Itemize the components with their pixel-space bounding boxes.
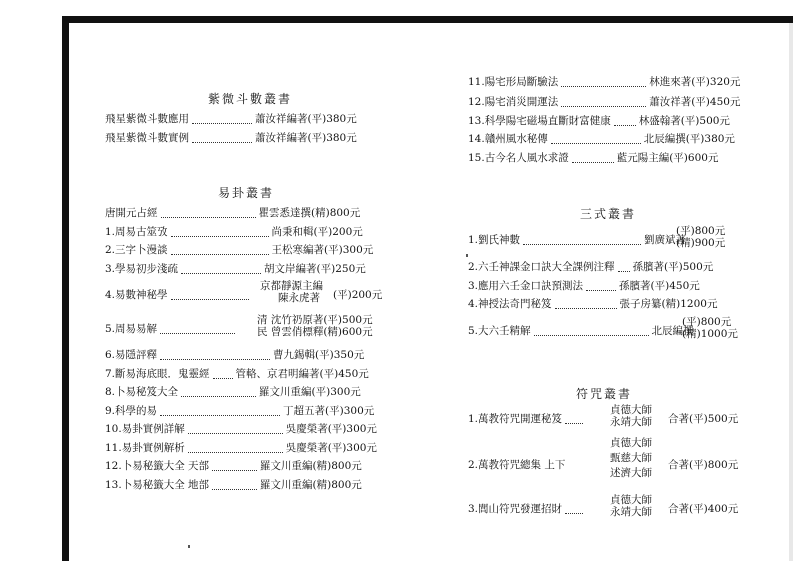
leader-dots — [561, 78, 646, 87]
author-stack — [257, 314, 373, 338]
list-item — [105, 403, 374, 418]
page-left-border — [62, 16, 69, 561]
book-price: 合著(平)500元 — [668, 413, 739, 425]
list-item — [105, 321, 238, 336]
list-item — [468, 411, 586, 426]
leader-dots — [614, 117, 636, 126]
book-title: 10.易卦實例詳解 — [105, 423, 185, 435]
leader-dots — [586, 282, 616, 291]
book-price: 合著(平)800元 — [668, 459, 739, 471]
list-item — [468, 131, 735, 146]
leader-dots — [555, 300, 617, 309]
list-item — [468, 74, 740, 89]
book-author-price: 丁超五著(平)300元 — [283, 405, 375, 417]
book-author-price: 羅文川重編(精)800元 — [260, 460, 362, 472]
list-item — [105, 440, 377, 455]
book-title: 1.萬教符咒開運秘笈 — [468, 413, 563, 425]
book-title: 14.贛州風水秘傳 — [468, 133, 548, 145]
leader-dots — [534, 327, 649, 336]
heading-ziwei: 紫微斗數叢書 — [208, 92, 293, 106]
book-title: 1.周易古筮攷 — [105, 226, 168, 238]
book-author-price: 林進來著(平)320元 — [649, 76, 741, 88]
book-title: 1.劉氏神數 — [468, 234, 521, 246]
author-line: 貞德大師 — [610, 404, 652, 416]
book-title: 唐開元占經 — [105, 207, 158, 219]
page-top-border — [62, 16, 793, 23]
book-author-price: 瞿雲悉達撰(精)800元 — [258, 207, 361, 219]
book-author-price: 蕭汝祥編著(平)380元 — [255, 113, 357, 125]
book-title: 8.卜易秘笈大全 — [105, 386, 179, 398]
list-item — [105, 421, 377, 436]
list-item — [468, 501, 586, 516]
leader-dots — [171, 246, 269, 255]
list-item — [468, 232, 686, 247]
list-item — [468, 278, 700, 293]
book-title: 12.陽宅消災開運法 — [468, 96, 559, 108]
author-stack — [610, 494, 652, 518]
book-author-price: 蕭汝祥著(平)450元 — [649, 96, 741, 108]
list-item — [105, 287, 252, 302]
list-item — [468, 259, 713, 274]
book-price: (平)450元 — [319, 368, 369, 380]
list-item — [468, 150, 718, 165]
scan-mark — [188, 545, 190, 548]
leader-dots — [171, 228, 269, 237]
book-title: 11.陽宅形局斷驗法 — [468, 76, 559, 88]
list-item — [105, 366, 369, 381]
book-title: 5.大六壬精解 — [468, 325, 531, 337]
list-item — [105, 261, 366, 276]
book-title: 13.卜易秘籤大全 地部 — [105, 479, 210, 491]
book-author: 北辰編撰 — [651, 325, 694, 337]
author-line: 京都靜源主編 — [260, 280, 323, 292]
price-line: (平)800元 — [682, 316, 732, 328]
list-item — [105, 205, 360, 220]
leader-dots — [161, 209, 256, 218]
book-author-price: 曹九錫輯(平)350元 — [273, 349, 365, 361]
book-title: 2.萬教符咒總集 上下 — [468, 459, 566, 471]
leader-dots — [181, 388, 256, 397]
author-line: 貞德大師 — [610, 437, 652, 449]
author-stack — [610, 404, 652, 428]
list-item — [468, 113, 730, 128]
leader-dots — [160, 325, 235, 334]
author-line: 民 曾雲俏標釋(精)600元 — [257, 326, 373, 338]
list-item — [105, 384, 361, 399]
book-title: 11.易卦實例解析 — [105, 442, 185, 454]
price-line: (平)800元 — [676, 225, 726, 237]
author-line: 永靖大師 — [610, 416, 652, 428]
book-title: 13.科學陽宅磁場直斷財富健康 — [468, 115, 611, 127]
leader-dots — [523, 236, 641, 245]
list-item — [105, 347, 364, 362]
leader-dots — [212, 462, 257, 471]
heading-sanshi: 三式叢書 — [580, 207, 637, 221]
author-stack — [260, 280, 323, 304]
list-item — [468, 323, 694, 338]
leader-dots — [192, 115, 252, 124]
book-title: 5.周易易解 — [105, 323, 158, 335]
leader-dots — [171, 291, 249, 300]
list-item — [468, 457, 565, 472]
author-line: 清 沈竹礽原著(平)500元 — [257, 314, 373, 326]
list-item — [105, 224, 363, 239]
book-author-price: 張子房纂(精)1200元 — [619, 298, 718, 310]
leader-dots — [213, 370, 233, 379]
list-item — [105, 458, 362, 473]
list-item — [105, 242, 373, 257]
book-author-price: 北辰編撰(平)380元 — [643, 133, 735, 145]
book-author-price: 尚秉和輯(平)200元 — [271, 226, 363, 238]
book-author-price: 孫臏著(平)500元 — [632, 261, 714, 273]
list-item — [105, 111, 357, 126]
author-line: 永靖大師 — [610, 506, 652, 518]
book-author-price: 林盛翰著(平)500元 — [638, 115, 730, 127]
book-author-price: 吳慶榮著(平)300元 — [285, 423, 377, 435]
list-item — [105, 477, 362, 492]
scan-mark — [466, 254, 468, 257]
leader-dots — [188, 425, 283, 434]
book-title: 12.卜易秘籤大全 天部 — [105, 460, 210, 472]
leader-dots — [160, 407, 280, 416]
heading-yigua: 易卦叢書 — [218, 186, 275, 200]
list-item — [468, 94, 740, 109]
book-title: 15.古今名人風水求證 — [468, 152, 569, 164]
leader-dots — [188, 444, 283, 453]
book-title: 2.三字卜漫談 — [105, 244, 168, 256]
leader-dots — [618, 263, 630, 272]
author-line: 述濟大師 — [610, 467, 652, 479]
book-price: 合著(平)400元 — [668, 503, 739, 515]
leader-dots — [181, 265, 261, 274]
leader-dots — [551, 135, 641, 144]
book-author-price: 胡文岸編著(平)250元 — [264, 263, 366, 275]
book-author-price: 孫臏著(平)450元 — [619, 280, 700, 292]
book-title: 7.斷易海底眼．鬼靈經 — [105, 368, 210, 380]
leader-dots — [160, 351, 270, 360]
list-item — [105, 130, 357, 145]
book-author-price: 羅文川重編(平)300元 — [259, 386, 361, 398]
book-author-price: 王松寒編著(平)300元 — [271, 244, 374, 256]
book-title: 3.應用六壬金口訣預測法 — [468, 280, 584, 292]
book-author: 劉廣斌著 — [644, 234, 687, 246]
price-stack — [682, 316, 738, 340]
book-price: (平)200元 — [333, 289, 383, 301]
author-stack — [610, 436, 652, 481]
leader-dots — [212, 481, 257, 490]
book-title: 2.六壬神課金口訣大全課例注釋 — [468, 261, 615, 273]
book-author-price: 羅文川重編(精)800元 — [260, 479, 362, 491]
heading-fuzhou: 符咒叢書 — [576, 387, 633, 401]
price-stack — [676, 225, 725, 249]
book-title: 飛星紫微斗數實例 — [105, 132, 189, 144]
book-author-price: 藍元陽主編(平)600元 — [616, 152, 719, 164]
leader-dots — [565, 505, 583, 514]
list-item — [468, 296, 717, 311]
author-line: 陳永虎著 — [278, 292, 320, 304]
leader-dots — [561, 98, 646, 107]
page-right-edge — [789, 23, 793, 561]
book-title: 6.易隱評釋 — [105, 349, 158, 361]
author-line: 貞德大師 — [610, 494, 652, 506]
book-title: 3.閭山符咒發運招財 — [468, 503, 563, 515]
book-title: 飛星紫微斗數應用 — [105, 113, 189, 125]
book-author-price: 吳慶榮著(平)300元 — [285, 442, 377, 454]
price-line: (精)900元 — [676, 237, 726, 249]
book-author-price: 蕭汝祥編著(平)380元 — [255, 132, 357, 144]
book-title: 9.科學的易 — [105, 405, 158, 417]
leader-dots — [572, 154, 614, 163]
book-title: 4.易數神秘學 — [105, 289, 168, 301]
book-title: 3.學易初步淺疏 — [105, 263, 179, 275]
book-title: 4.神授法奇門秘笈 — [468, 298, 552, 310]
book-author: 管輅、京君明編著 — [235, 368, 320, 380]
leader-dots — [565, 415, 583, 424]
leader-dots — [192, 134, 252, 143]
author-line: 甄慈大師 — [610, 452, 652, 464]
price-line: (精)1000元 — [682, 328, 738, 340]
